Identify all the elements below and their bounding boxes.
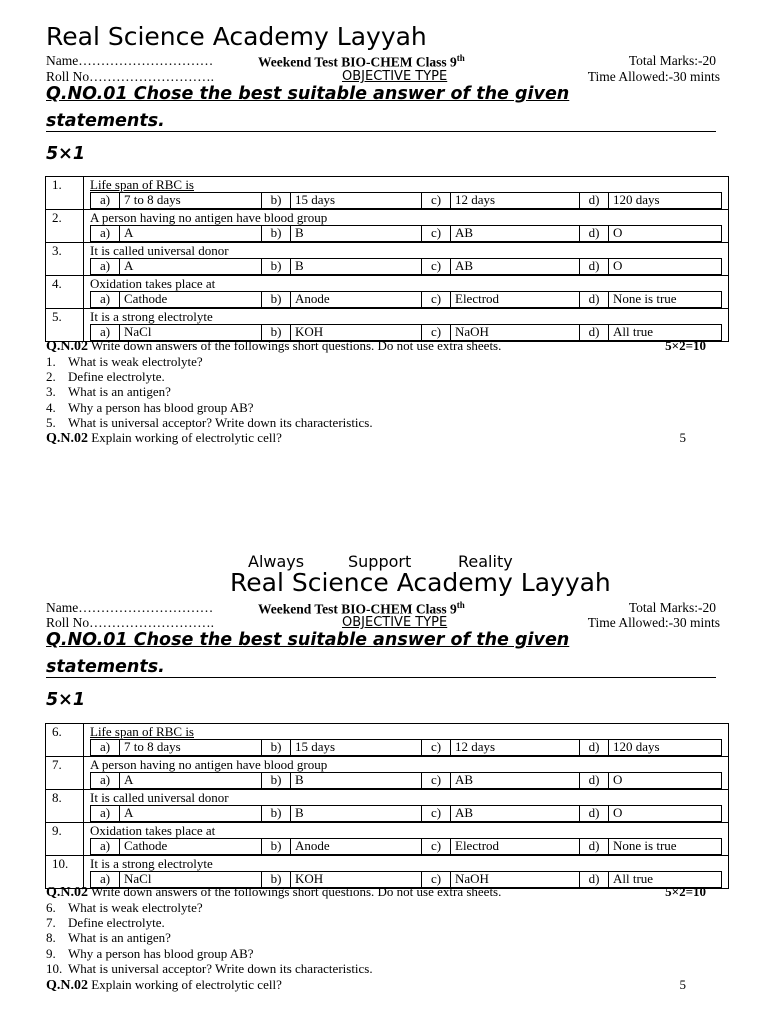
option-text: KOH xyxy=(291,872,422,887)
option-text: AB xyxy=(451,806,580,821)
mcq-number: 7. xyxy=(46,757,84,790)
option-letter: c) xyxy=(422,193,451,208)
option-letter: d) xyxy=(580,806,609,821)
objective-type: OBJECTIVE TYPE xyxy=(342,615,448,630)
option-letter: b) xyxy=(262,325,291,340)
mcq-number: 1. xyxy=(46,177,84,210)
option-text: B xyxy=(291,806,422,821)
mcq-stem: Life span of RBC is xyxy=(90,177,194,192)
q1-heading-line1: Q.NO.01 Chose the best suitable answer of the given xyxy=(46,630,570,650)
mcq-stem: Life span of RBC is xyxy=(90,724,194,739)
option-letter: b) xyxy=(262,292,291,307)
q1-marks: 5×1 xyxy=(46,144,86,164)
mcq-stem: It is a strong electrolyte xyxy=(90,856,213,871)
option-text: All true xyxy=(613,324,654,339)
option-letter: b) xyxy=(262,872,291,887)
option-text: 120 days xyxy=(613,739,660,754)
option-text: AB xyxy=(451,226,580,241)
q2-label: Q.N.02 xyxy=(46,885,88,900)
option-letter: a) xyxy=(91,806,120,821)
q2-instructions: Write down answers of the followings short questions. Do not use extra sheets. xyxy=(88,338,502,353)
objective-type: OBJECTIVE TYPE xyxy=(342,69,448,84)
option-text: None is true xyxy=(613,291,677,306)
option-letter: b) xyxy=(262,259,291,274)
option-text: NaCl xyxy=(120,872,262,887)
q1-heading-line2: statements. xyxy=(46,111,716,132)
short-question-list xyxy=(46,354,373,430)
q1-marks: 5×1 xyxy=(46,690,86,710)
q1-heading-line1: Q.NO.01 Chose the best suitable answer of the given xyxy=(46,84,570,104)
total-marks: Total Marks:-20 xyxy=(628,600,716,615)
mcq-number: 9. xyxy=(46,823,84,856)
q1-heading xyxy=(46,630,716,678)
option-letter: d) xyxy=(580,872,609,887)
short-question: 2. Define electrolyte. xyxy=(46,369,165,385)
option-text: None is true xyxy=(613,838,677,853)
option-letter: a) xyxy=(91,193,120,208)
q3-heading xyxy=(46,430,686,447)
short-question: 5. What is universal acceptor? Write down its characteristics. xyxy=(46,414,373,430)
mcq-options xyxy=(90,225,722,242)
option-letter: c) xyxy=(422,773,451,788)
option-letter: b) xyxy=(262,806,291,821)
option-letter: a) xyxy=(91,872,120,887)
option-text: B xyxy=(291,226,422,241)
option-text: NaOH xyxy=(451,325,580,340)
option-text: A xyxy=(120,773,262,788)
option-text: Anode xyxy=(291,292,422,307)
mcq-stem: Oxidation takes place at xyxy=(90,823,216,838)
mcq-number: 5. xyxy=(46,309,84,342)
option-letter: a) xyxy=(91,740,120,755)
option-letter: c) xyxy=(422,292,451,307)
mcq-options xyxy=(90,739,722,756)
option-letter: a) xyxy=(91,839,120,854)
option-letter: c) xyxy=(422,872,451,887)
short-question: 10. What is universal acceptor? Write down its characteristics. xyxy=(46,960,373,976)
option-text: AB xyxy=(451,773,580,788)
option-text: O xyxy=(613,258,623,273)
academy-title: Real Science Academy Layyah xyxy=(46,22,427,51)
option-letter: c) xyxy=(422,839,451,854)
tagline-word: Reality xyxy=(458,552,513,571)
option-letter: c) xyxy=(422,806,451,821)
option-text: KOH xyxy=(291,325,422,340)
q2-label: Q.N.02 xyxy=(46,339,88,354)
option-text: 7 to 8 days xyxy=(120,740,262,755)
short-question: 4. Why a person has blood group AB? xyxy=(46,399,254,415)
mcq-row xyxy=(46,276,729,309)
short-question: 9. Why a person has blood group AB? xyxy=(46,945,254,961)
mcq-row xyxy=(46,724,729,757)
mcq-table xyxy=(45,176,729,342)
option-letter: a) xyxy=(91,773,120,788)
mcq-options xyxy=(90,192,722,209)
mcq-number: 8. xyxy=(46,790,84,823)
mcq-options xyxy=(90,258,722,275)
tagline-word: Always xyxy=(248,552,305,571)
option-text: 7 to 8 days xyxy=(120,193,262,208)
option-text: A xyxy=(120,806,262,821)
header-row-name xyxy=(46,600,720,616)
q3-marks: 5 xyxy=(679,977,686,992)
header-row-roll xyxy=(46,69,720,85)
mcq-table xyxy=(45,723,729,889)
option-text: All true xyxy=(613,871,654,886)
mcq-stem: Oxidation takes place at xyxy=(90,276,216,291)
mcq-stem: It is called universal donor xyxy=(90,790,229,805)
name-label: Name………………………… xyxy=(46,53,214,68)
mcq-stem: A person having no antigen have blood group xyxy=(90,757,328,772)
header-row-roll xyxy=(46,615,720,631)
option-letter: d) xyxy=(580,325,609,340)
roll-label: Roll No………………………. xyxy=(46,615,215,630)
short-question: 1. What is weak electrolyte? xyxy=(46,354,203,369)
q1-heading xyxy=(46,84,716,132)
mcq-row xyxy=(46,243,729,276)
option-text: 12 days xyxy=(451,740,580,755)
q1-heading-line2: statements. xyxy=(46,657,716,678)
option-text: O xyxy=(613,225,623,240)
mcq-number: 4. xyxy=(46,276,84,309)
option-letter: b) xyxy=(262,226,291,241)
short-question-list xyxy=(46,900,373,976)
option-letter: d) xyxy=(580,292,609,307)
option-text: Anode xyxy=(291,839,422,854)
mcq-options xyxy=(90,772,722,789)
option-text: A xyxy=(120,259,262,274)
option-letter: c) xyxy=(422,259,451,274)
q2-heading xyxy=(46,884,706,901)
option-letter: a) xyxy=(91,292,120,307)
mcq-stem: A person having no antigen have blood group xyxy=(90,210,328,225)
option-letter: d) xyxy=(580,773,609,788)
mcq-stem: It is a strong electrolyte xyxy=(90,309,213,324)
time-allowed: Time Allowed:-30 mints xyxy=(587,69,720,84)
option-text: A xyxy=(120,226,262,241)
option-letter: c) xyxy=(422,325,451,340)
mcq-number: 2. xyxy=(46,210,84,243)
mcq-row xyxy=(46,790,729,823)
short-question: 3. What is an antigen? xyxy=(46,384,171,400)
mcq-row xyxy=(46,177,729,210)
option-letter: d) xyxy=(580,259,609,274)
test-title: Weekend Test BIO-CHEM Class 9th xyxy=(258,600,465,617)
mcq-number: 6. xyxy=(46,724,84,757)
option-letter: d) xyxy=(580,839,609,854)
option-text: NaOH xyxy=(451,872,580,887)
option-text: 120 days xyxy=(613,192,660,207)
time-allowed: Time Allowed:-30 mints xyxy=(587,615,720,630)
q3-marks: 5 xyxy=(679,430,686,445)
mcq-options xyxy=(90,291,722,308)
option-text: AB xyxy=(451,259,580,274)
mcq-row xyxy=(46,309,729,342)
option-letter: b) xyxy=(262,193,291,208)
option-letter: d) xyxy=(580,193,609,208)
q3-label: Q.N.02 xyxy=(46,431,88,446)
q2-marks: 5×2=10 xyxy=(665,884,706,899)
name-label: Name………………………… xyxy=(46,600,214,615)
mcq-options xyxy=(90,805,722,822)
option-text: 15 days xyxy=(291,193,422,208)
option-letter: c) xyxy=(422,226,451,241)
mcq-row xyxy=(46,210,729,243)
short-question: 7. Define electrolyte. xyxy=(46,915,165,931)
q2-marks: 5×2=10 xyxy=(665,338,706,353)
option-text: O xyxy=(613,805,623,820)
option-text: NaCl xyxy=(120,325,262,340)
option-letter: a) xyxy=(91,226,120,241)
option-letter: b) xyxy=(262,839,291,854)
mcq-row xyxy=(46,823,729,856)
tagline-word: Support xyxy=(348,552,412,571)
total-marks: Total Marks:-20 xyxy=(628,53,716,68)
q2-instructions: Write down answers of the followings short questions. Do not use extra sheets. xyxy=(88,884,502,899)
option-text: Cathode xyxy=(120,292,262,307)
roll-label: Roll No………………………. xyxy=(46,69,215,84)
option-text: Electrod xyxy=(451,839,580,854)
mcq-stem: It is called universal donor xyxy=(90,243,229,258)
test-title: Weekend Test BIO-CHEM Class 9th xyxy=(258,53,465,70)
mcq-number: 10. xyxy=(46,856,84,889)
mcq-options xyxy=(90,838,722,855)
option-letter: c) xyxy=(422,740,451,755)
option-text: Cathode xyxy=(120,839,262,854)
option-text: Electrod xyxy=(451,292,580,307)
short-question: 8. What is an antigen? xyxy=(46,930,171,946)
option-text: B xyxy=(291,773,422,788)
option-letter: b) xyxy=(262,740,291,755)
academy-title: Real Science Academy Layyah xyxy=(230,568,611,597)
option-text: 12 days xyxy=(451,193,580,208)
option-text: 15 days xyxy=(291,740,422,755)
option-letter: b) xyxy=(262,773,291,788)
q3-label: Q.N.02 xyxy=(46,978,88,993)
option-text: O xyxy=(613,772,623,787)
option-letter: a) xyxy=(91,325,120,340)
option-letter: a) xyxy=(91,259,120,274)
header-row-name xyxy=(46,53,720,69)
q2-heading xyxy=(46,338,706,355)
q3-text: Explain working of electrolytic cell? xyxy=(88,977,282,992)
option-letter: d) xyxy=(580,740,609,755)
short-question: 6. What is weak electrolyte? xyxy=(46,900,203,915)
mcq-number: 3. xyxy=(46,243,84,276)
option-text: B xyxy=(291,259,422,274)
q3-text: Explain working of electrolytic cell? xyxy=(88,430,282,445)
q3-heading xyxy=(46,977,686,994)
mcq-row xyxy=(46,757,729,790)
option-letter: d) xyxy=(580,226,609,241)
